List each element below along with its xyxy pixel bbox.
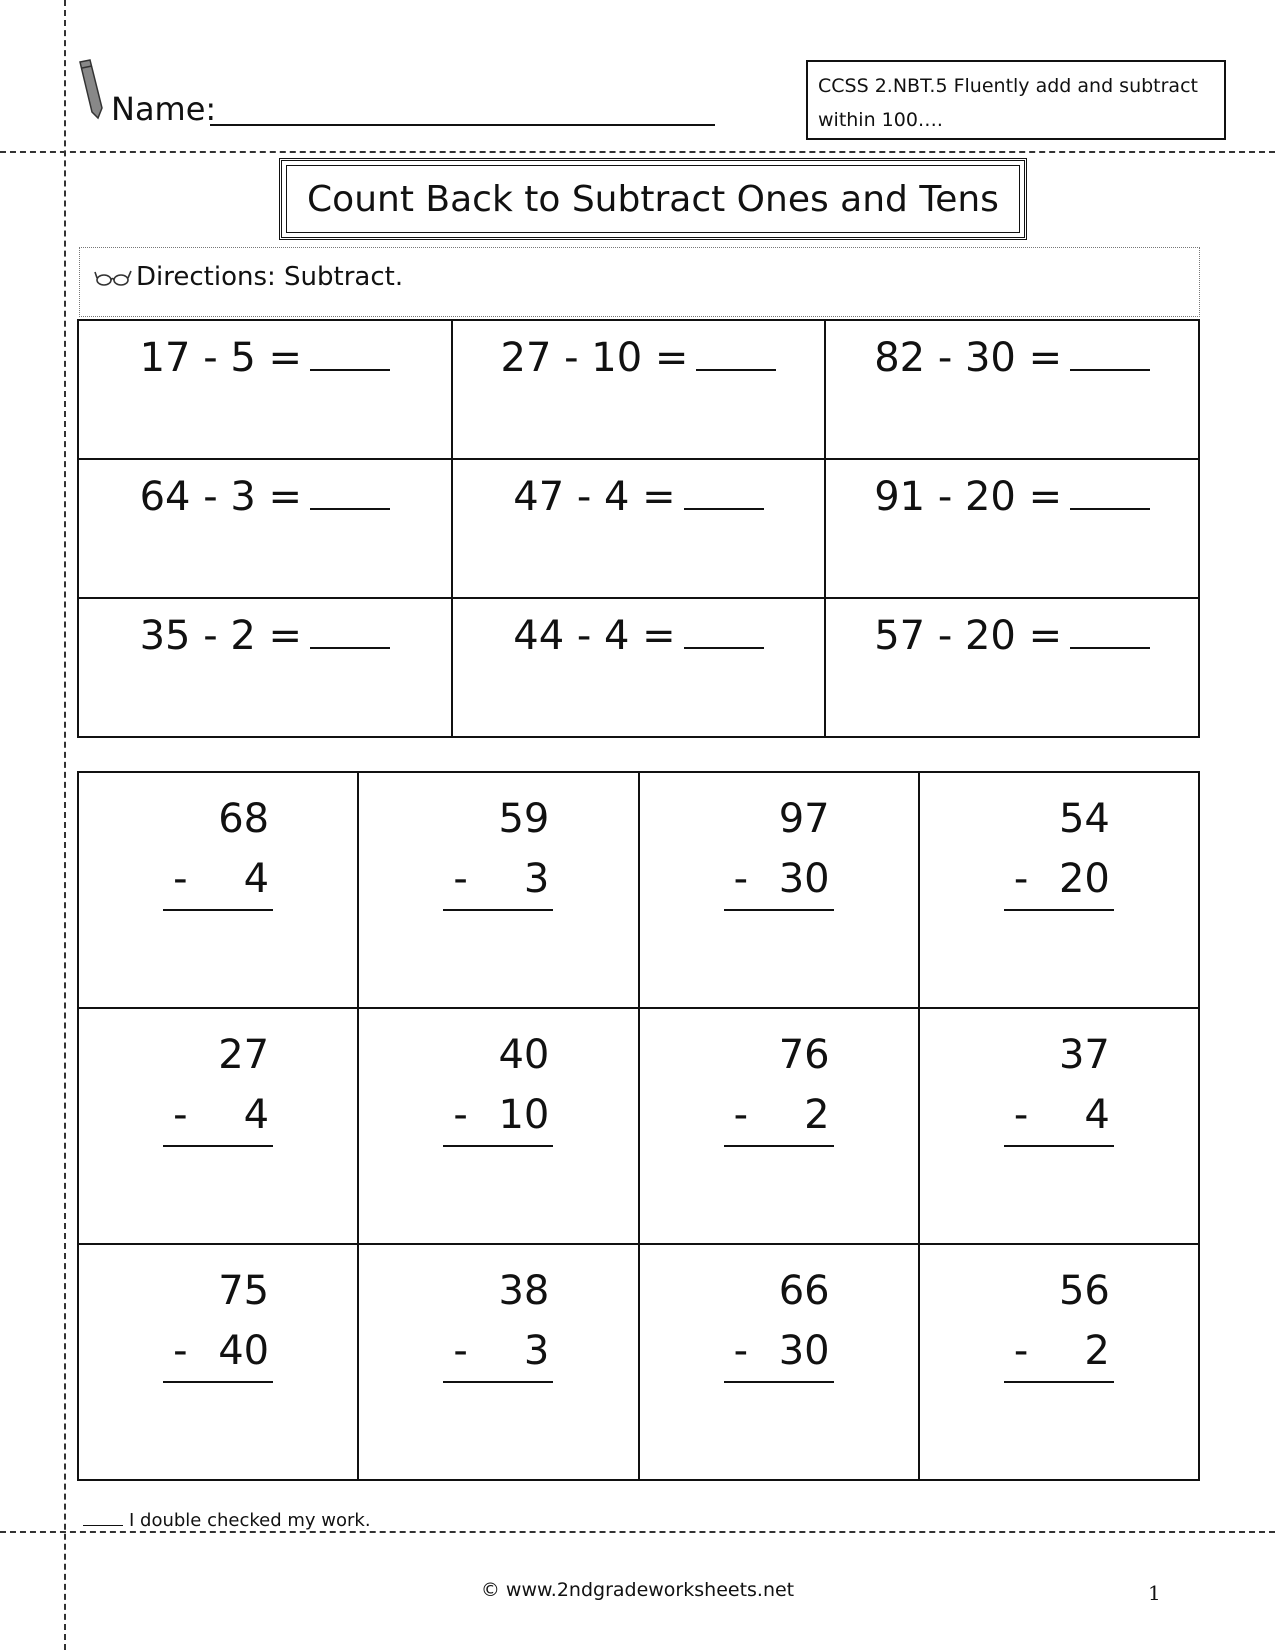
guide-line-top (0, 151, 1275, 153)
minuend: 56 (1058, 1268, 1110, 1314)
problem-text: 91 - 20 = (874, 474, 1063, 520)
standard-box: CCSS 2.NBT.5 Fluently add and subtract within 100…. (806, 60, 1226, 140)
minus-sign: - (733, 856, 749, 902)
table-row (78, 459, 1199, 598)
minuend: 66 (778, 1268, 830, 1314)
minus-sign: - (173, 1328, 188, 1374)
problem-text: 27 - 10 = (500, 335, 689, 381)
directions-text: Directions: Subtract. (136, 262, 404, 292)
minus-sign: - (453, 1328, 468, 1374)
minus-sign: - (1013, 1328, 1029, 1374)
minuend: 38 (498, 1268, 550, 1314)
minuend: 75 (218, 1268, 270, 1314)
problem-cell[interactable] (78, 772, 358, 1008)
problem-text: 57 - 20 = (874, 613, 1063, 659)
answer-blank[interactable] (684, 617, 764, 649)
minus-sign: - (733, 1328, 749, 1374)
problem-cell[interactable] (919, 772, 1199, 1008)
answer-blank[interactable] (1070, 478, 1150, 510)
table-row (78, 320, 1199, 459)
problem-cell[interactable] (639, 1008, 919, 1244)
answer-blank[interactable] (1070, 617, 1150, 649)
minuend: 76 (778, 1032, 830, 1078)
name-field-line[interactable] (210, 124, 715, 126)
subtrahend: 3 (523, 1328, 550, 1374)
subtrahend: 30 (778, 1328, 830, 1374)
minuend: 40 (498, 1032, 550, 1078)
footer-copyright: © www.2ndgradeworksheets.net (480, 1579, 795, 1601)
problem-text: 64 - 3 = (139, 474, 303, 520)
horizontal-problems-table (77, 319, 1200, 738)
problem-cell[interactable] (919, 1008, 1199, 1244)
subtrahend: 40 (218, 1328, 270, 1374)
subtrahend: 4 (243, 1092, 270, 1138)
answer-blank[interactable] (310, 617, 390, 649)
guide-line-vertical (64, 0, 66, 1650)
directions-box (79, 247, 1200, 317)
page-title: Count Back to Subtract Ones and Tens (286, 165, 1020, 233)
minus-sign: - (173, 856, 188, 902)
title-box (279, 158, 1027, 240)
problem-text: 35 - 2 = (139, 613, 303, 659)
problem-text: 47 - 4 = (513, 474, 676, 520)
answer-blank[interactable] (1070, 339, 1150, 371)
problem-text: 44 - 4 = (513, 613, 676, 659)
minuend: 27 (218, 1032, 270, 1078)
page-number: 1 (1148, 1581, 1161, 1605)
answer-blank[interactable] (310, 478, 390, 510)
problem-cell[interactable] (78, 1008, 358, 1244)
problem-cell[interactable] (358, 1008, 638, 1244)
answer-blank[interactable] (310, 339, 390, 371)
problem-cell[interactable] (639, 1244, 919, 1480)
minus-sign: - (1013, 856, 1029, 902)
subtrahend: 4 (243, 856, 270, 902)
subtrahend: 20 (1058, 856, 1110, 902)
answer-blank[interactable] (684, 478, 764, 510)
guide-line-bottom (0, 1531, 1275, 1533)
problem-cell[interactable] (78, 598, 452, 737)
check-text: I double checked my work. (129, 1510, 371, 1531)
table-row (78, 598, 1199, 737)
minuend: 68 (218, 796, 270, 842)
minuend: 97 (778, 796, 830, 842)
problem-cell[interactable] (78, 320, 452, 459)
subtrahend: 2 (804, 1092, 830, 1138)
minus-sign: - (733, 1092, 749, 1138)
problem-cell[interactable] (452, 598, 826, 737)
problem-cell[interactable] (919, 1244, 1199, 1480)
problem-cell[interactable] (452, 320, 826, 459)
minus-sign: - (453, 856, 468, 902)
problem-cell[interactable] (825, 320, 1199, 459)
vertical-problems-table (77, 771, 1200, 1481)
problem-cell[interactable] (825, 459, 1199, 598)
problem-cell[interactable] (639, 772, 919, 1008)
check-blank[interactable] (83, 1525, 123, 1526)
double-check-line (83, 1510, 371, 1531)
subtrahend: 10 (498, 1092, 550, 1138)
subtrahend: 30 (778, 856, 830, 902)
minus-sign: - (1013, 1092, 1029, 1138)
minus-sign: - (173, 1092, 188, 1138)
problem-text: 82 - 30 = (874, 335, 1063, 381)
name-label: Name: (111, 90, 217, 128)
subtrahend: 4 (1084, 1092, 1110, 1138)
subtrahend: 3 (523, 856, 550, 902)
table-row (78, 1008, 1199, 1244)
problem-text: 17 - 5 = (139, 335, 303, 381)
minuend: 59 (498, 796, 550, 842)
glasses-icon (94, 268, 132, 288)
problem-cell[interactable] (78, 459, 452, 598)
minus-sign: - (453, 1092, 468, 1138)
problem-cell[interactable] (452, 459, 826, 598)
minuend: 37 (1058, 1032, 1110, 1078)
problem-cell[interactable] (358, 1244, 638, 1480)
minuend: 54 (1058, 796, 1110, 842)
answer-blank[interactable] (696, 339, 776, 371)
problem-cell[interactable] (358, 772, 638, 1008)
pencil-icon (76, 58, 106, 120)
problem-cell[interactable] (825, 598, 1199, 737)
subtrahend: 2 (1084, 1328, 1110, 1374)
table-row (78, 772, 1199, 1008)
problem-cell[interactable] (78, 1244, 358, 1480)
table-row (78, 1244, 1199, 1480)
